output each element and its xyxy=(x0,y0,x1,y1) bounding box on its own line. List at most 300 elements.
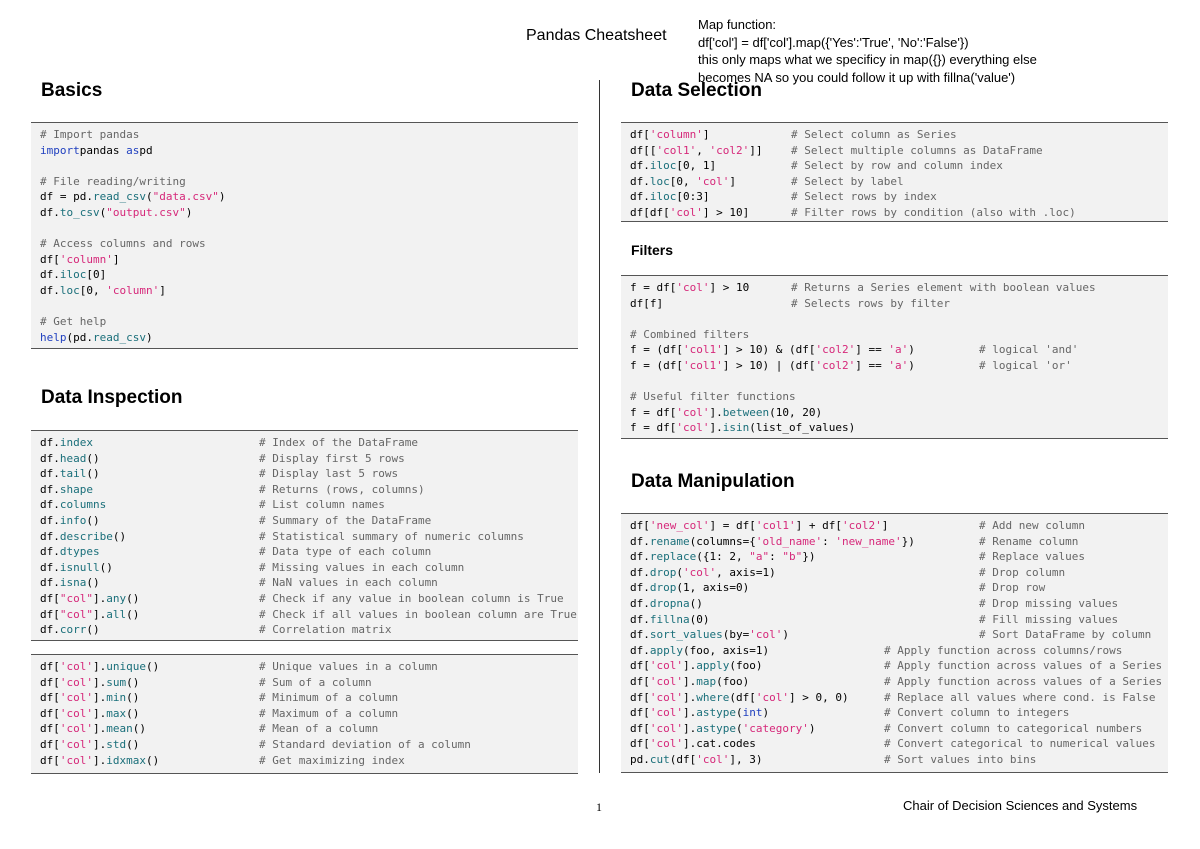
code-comment: # Convert column to categorical numbers xyxy=(884,721,1143,735)
code-token: f = df[ xyxy=(630,421,677,435)
code-token: iloc xyxy=(649,159,677,173)
code-token: "col" xyxy=(59,607,93,621)
code-comment: # Minimum of a column xyxy=(259,691,399,705)
code-token: 'col2' xyxy=(815,343,856,357)
code-text xyxy=(630,736,756,752)
code-line xyxy=(630,565,1168,581)
code-token: (foo, axis=1) xyxy=(683,643,770,657)
code-comment: # Import pandas xyxy=(40,128,140,141)
code-comment: # Summary of the DataFrame xyxy=(259,513,432,527)
code-token: 'col' xyxy=(676,281,710,294)
code-token: 'col' xyxy=(649,690,683,704)
code-token: ) xyxy=(908,343,915,357)
code-token: 'column' xyxy=(649,128,703,141)
code-token: min xyxy=(106,691,127,705)
code-token: df. xyxy=(630,596,650,610)
code-token: ) xyxy=(782,628,789,642)
code-token: df[ xyxy=(630,690,650,704)
code-text xyxy=(40,189,225,205)
code-token: df. xyxy=(630,159,650,173)
code-token: 'col' xyxy=(696,752,730,766)
code-line xyxy=(630,518,1168,534)
code-line xyxy=(630,612,1168,628)
code-comment: # Returns a Series element with boolean values xyxy=(791,281,1096,294)
code-line xyxy=(630,358,1168,374)
code-token: dtypes xyxy=(59,545,100,559)
code-token: ] > 0, 0) xyxy=(789,690,849,704)
code-token: apply xyxy=(649,643,683,657)
code-token: where xyxy=(696,690,730,704)
code-token: (by= xyxy=(722,628,750,642)
code-line xyxy=(630,736,1168,752)
column-divider xyxy=(599,80,600,773)
code-token: () xyxy=(86,513,100,527)
code-line xyxy=(40,451,578,467)
code-token: "data.csv" xyxy=(152,190,219,204)
code-line xyxy=(40,675,578,691)
code-token: ]. xyxy=(93,722,107,736)
code-comment: # Returns (rows, columns) xyxy=(259,482,425,496)
code-token: astype xyxy=(696,721,736,735)
code-token: isnull xyxy=(59,560,100,574)
code-text xyxy=(40,607,139,623)
code-line xyxy=(40,560,578,576)
code-token: 'col2' xyxy=(841,519,882,532)
code-text xyxy=(40,330,153,346)
code-line xyxy=(630,721,1168,737)
code-line xyxy=(630,549,1168,565)
code-token: () xyxy=(126,737,140,751)
code-token: 'column' xyxy=(59,252,113,266)
code-token: ]. xyxy=(93,591,107,605)
code-token: 'old_name' xyxy=(755,534,823,548)
code-token: ] > 10) | (df[ xyxy=(722,358,816,372)
code-token: read_csv xyxy=(93,330,146,344)
code-token: import xyxy=(40,143,80,157)
basics-code-block xyxy=(31,122,578,349)
code-token: () xyxy=(126,591,140,605)
code-token: () xyxy=(112,529,127,543)
code-token: ] xyxy=(112,252,120,266)
code-token: df. xyxy=(630,190,650,204)
code-token: to_csv xyxy=(59,205,100,219)
inspection-code-block xyxy=(31,430,578,641)
code-comment: # Check if all values in boolean column are True xyxy=(259,607,577,621)
code-text xyxy=(40,143,153,159)
code-token: 'new_col' xyxy=(649,519,710,532)
code-token: ) xyxy=(808,721,816,735)
code-token: () xyxy=(689,596,703,610)
code-line xyxy=(630,342,1168,358)
code-line xyxy=(630,674,1168,690)
code-token: [0] xyxy=(86,268,107,282)
code-comment: # Add new column xyxy=(979,519,1085,532)
code-token: df. xyxy=(630,612,650,626)
map-function-note xyxy=(698,16,1037,86)
code-token: 'column' xyxy=(106,283,160,297)
code-token: f = df[ xyxy=(630,405,677,419)
code-token: ]. xyxy=(93,691,107,705)
code-line xyxy=(630,174,1168,190)
code-line xyxy=(630,580,1168,596)
code-token: ], 3) xyxy=(729,752,763,766)
code-token: 'col' xyxy=(676,421,710,435)
code-line xyxy=(40,721,578,737)
code-token: iloc xyxy=(59,268,87,282)
code-text xyxy=(40,482,93,498)
code-token: ( xyxy=(145,190,153,204)
code-comment: # Replace all values where cond. is False xyxy=(884,690,1156,704)
code-comment: # Apply function across columns/rows xyxy=(884,643,1123,657)
code-text xyxy=(40,497,106,513)
code-text xyxy=(630,534,915,550)
data-selection-heading: Data Selection xyxy=(631,80,762,101)
code-token: 'new_name' xyxy=(835,534,902,548)
code-text xyxy=(630,342,915,358)
code-token: ]. xyxy=(93,706,107,720)
code-token: max xyxy=(106,706,127,720)
code-token: ( xyxy=(99,205,107,219)
code-token: columns xyxy=(59,498,107,512)
code-token: idxmax xyxy=(106,753,146,767)
code-comment: # Drop column xyxy=(979,565,1066,579)
code-comment: # Drop missing values xyxy=(979,596,1119,610)
code-text xyxy=(40,283,166,299)
code-text xyxy=(630,158,716,174)
code-token: ] xyxy=(729,174,736,188)
code-comment: # logical 'and' xyxy=(979,343,1079,357)
code-comment: # Data type of each column xyxy=(259,545,432,559)
footer-org: Chair of Decision Sciences and Systems xyxy=(903,798,1138,813)
code-token: tail xyxy=(59,467,87,481)
data-manipulation-heading: Data Manipulation xyxy=(631,471,795,492)
code-token: ] > 10) & (df[ xyxy=(722,343,816,357)
code-text xyxy=(630,690,849,706)
code-token: () xyxy=(86,623,100,637)
code-token: (pd. xyxy=(66,330,93,344)
code-text xyxy=(630,549,815,565)
code-comment: # Convert categorical to numerical values xyxy=(884,737,1156,751)
code-token: df[ xyxy=(630,737,650,751)
code-token: ] > 10] xyxy=(702,205,750,219)
code-text xyxy=(40,753,159,769)
code-line xyxy=(40,435,578,451)
code-token: pd xyxy=(139,143,153,157)
code-token: shape xyxy=(59,482,93,496)
code-comment: # Select by row and column index xyxy=(791,159,1003,173)
code-line xyxy=(40,529,578,545)
filters-heading: Filters xyxy=(631,242,674,258)
code-line xyxy=(630,752,1168,768)
code-comment: # Get help xyxy=(40,315,107,329)
code-token: 'col' xyxy=(59,660,93,673)
code-token: 'col1' xyxy=(656,143,697,157)
code-comment: # List column names xyxy=(259,498,385,512)
code-line xyxy=(40,221,578,237)
code-token: 'col1' xyxy=(755,519,796,532)
code-line xyxy=(40,252,578,268)
code-line xyxy=(630,658,1168,674)
code-token: 'col' xyxy=(59,675,93,689)
data-inspection-heading: Data Inspection xyxy=(41,387,183,408)
code-token: 'col' xyxy=(59,691,93,705)
code-token: 'col' xyxy=(649,706,683,720)
code-line xyxy=(40,622,578,638)
code-comment: # Useful filter functions xyxy=(630,390,796,404)
code-text xyxy=(630,674,749,690)
code-comment: # Select by label xyxy=(791,174,904,188)
code-token: 'col' xyxy=(683,565,717,579)
code-comment: # Drop row xyxy=(979,581,1046,595)
code-comment: # Fill missing values xyxy=(979,612,1119,626)
code-line xyxy=(630,705,1168,721)
code-text xyxy=(630,658,763,674)
code-token: [0, xyxy=(79,283,107,297)
code-text xyxy=(40,659,159,675)
code-text xyxy=(40,737,139,753)
code-comment: # Apply function across values of a Series xyxy=(884,659,1163,673)
code-token: 'col' xyxy=(649,659,683,673)
code-token: (columns={ xyxy=(689,534,756,548)
code-token: df. xyxy=(40,576,60,590)
code-token: [0, xyxy=(669,174,697,188)
code-comment: # Missing values in each column xyxy=(259,560,465,574)
code-text xyxy=(40,205,192,221)
code-token: df[ xyxy=(630,519,650,532)
code-token: () xyxy=(86,467,100,481)
code-comment: # Correlation matrix xyxy=(259,623,392,637)
code-token: index xyxy=(59,436,93,449)
code-line xyxy=(630,405,1168,421)
code-token: 'col2' xyxy=(815,358,856,372)
code-token: int xyxy=(742,706,763,720)
code-text xyxy=(40,529,126,545)
code-token: 'col' xyxy=(669,205,703,219)
page-number: 1 xyxy=(596,800,602,814)
code-token: (df[ xyxy=(729,690,756,704)
code-line xyxy=(40,314,578,330)
code-token: df. xyxy=(40,623,60,637)
code-token: ) xyxy=(218,190,226,204)
code-token: ( xyxy=(736,721,743,735)
code-text xyxy=(630,580,749,596)
code-text xyxy=(40,721,146,737)
code-token: drop xyxy=(649,565,677,579)
code-comment: # Convert column to integers xyxy=(884,706,1070,720)
code-token: ] = df[ xyxy=(709,519,756,532)
code-token: , xyxy=(696,143,710,157)
code-comment: # File reading/writing xyxy=(40,174,186,188)
code-token: apply xyxy=(696,659,730,673)
code-token: df[ xyxy=(40,722,60,736)
code-token: df[ xyxy=(630,721,650,735)
code-line xyxy=(40,575,578,591)
code-line xyxy=(630,280,1168,296)
code-line xyxy=(630,327,1168,343)
code-line xyxy=(40,267,578,283)
code-token: mean xyxy=(106,722,133,736)
code-token: df[ xyxy=(40,737,60,751)
basics-heading: Basics xyxy=(41,80,103,101)
code-token: ] xyxy=(881,519,889,532)
code-text xyxy=(40,267,106,283)
code-text xyxy=(40,560,113,576)
code-token: df. xyxy=(630,174,650,188)
code-token: ]. xyxy=(683,690,697,704)
code-line xyxy=(40,205,578,221)
code-token: df[ xyxy=(40,591,60,605)
code-line xyxy=(630,420,1168,436)
code-token: "a" xyxy=(749,550,770,564)
code-token: ( xyxy=(676,565,683,579)
selection-code-block xyxy=(621,122,1168,222)
code-text xyxy=(40,466,100,482)
code-token: f = df[ xyxy=(630,281,677,294)
code-comment: # Select rows by index xyxy=(791,190,937,204)
code-token: corr xyxy=(59,623,87,637)
code-line xyxy=(40,706,578,722)
code-token: fillna xyxy=(649,612,690,626)
code-token: ] > 10 xyxy=(709,281,750,294)
code-token: 'col' xyxy=(59,706,93,720)
code-token: df[ xyxy=(630,659,650,673)
code-comment: # Selects rows by filter xyxy=(791,296,950,310)
code-token: () xyxy=(86,451,100,465)
code-comment: # Select column as Series xyxy=(791,128,957,141)
code-line xyxy=(630,534,1168,550)
code-text xyxy=(630,143,763,159)
code-line xyxy=(630,189,1168,205)
code-text xyxy=(40,252,119,268)
code-text xyxy=(40,675,139,691)
code-text xyxy=(40,513,100,529)
code-token: ) xyxy=(185,205,193,219)
code-token: 'col1' xyxy=(682,358,723,372)
code-line xyxy=(40,174,578,190)
code-line xyxy=(630,374,1168,390)
code-line xyxy=(40,482,578,498)
code-line xyxy=(40,466,578,482)
code-token: 'a' xyxy=(888,343,909,357)
code-token: () xyxy=(126,675,140,689)
code-token: (foo) xyxy=(716,674,750,688)
code-token: dropna xyxy=(649,596,690,610)
code-token: ]. xyxy=(683,674,697,688)
code-token: (0) xyxy=(689,612,710,626)
code-line xyxy=(40,513,578,529)
code-token: iloc xyxy=(649,190,677,204)
code-line xyxy=(630,389,1168,405)
code-text xyxy=(630,420,855,436)
code-text xyxy=(630,127,709,143)
code-token: () xyxy=(86,576,100,590)
code-text xyxy=(630,296,663,312)
code-token: ]. xyxy=(709,405,723,419)
code-token: df. xyxy=(40,283,60,297)
code-token: ]. xyxy=(683,659,697,673)
code-token: ] == xyxy=(855,343,889,357)
code-line xyxy=(630,627,1168,643)
code-token: df[ xyxy=(40,252,60,266)
code-text xyxy=(630,705,769,721)
code-token: all xyxy=(106,607,127,621)
code-token: ) xyxy=(762,706,770,720)
code-token: df[ xyxy=(40,660,60,673)
code-token: "col" xyxy=(59,591,93,605)
code-comment: # Rename column xyxy=(979,534,1079,548)
code-token: df. xyxy=(40,268,60,282)
code-line xyxy=(40,591,578,607)
code-text xyxy=(40,706,139,722)
code-token: df. xyxy=(40,205,60,219)
code-token: drop xyxy=(649,581,677,595)
code-token: (foo) xyxy=(729,659,763,673)
code-comment: # Maximum of a column xyxy=(259,706,399,720)
code-token: df[[ xyxy=(630,143,657,157)
code-token: df. xyxy=(630,628,650,642)
code-token: isin xyxy=(722,421,750,435)
code-text xyxy=(630,565,776,581)
code-text xyxy=(630,174,736,190)
code-token: read_csv xyxy=(92,190,146,204)
code-token: df. xyxy=(630,534,650,548)
code-token: cut xyxy=(649,752,670,766)
code-text xyxy=(40,451,100,467)
code-token: ]. xyxy=(93,660,107,673)
code-token: ({1: 2, xyxy=(696,550,750,564)
code-token: () xyxy=(126,607,140,621)
code-token: 'col' xyxy=(649,721,683,735)
code-token: sum xyxy=(106,675,127,689)
code-text xyxy=(40,435,93,451)
code-token: 'col1' xyxy=(682,343,723,357)
code-text xyxy=(40,622,100,638)
code-token: pd. xyxy=(630,752,650,766)
code-text xyxy=(630,752,763,768)
code-token: 'col' xyxy=(649,737,683,751)
code-text xyxy=(630,358,915,374)
code-comment: # Mean of a column xyxy=(259,722,379,736)
code-comment: # Get maximizing index xyxy=(259,753,405,767)
code-comment: # Apply function across values of a Series xyxy=(884,674,1163,688)
code-token: ]. xyxy=(93,607,107,621)
code-token: info xyxy=(59,513,87,527)
code-token: (1, axis=0) xyxy=(676,581,750,595)
code-token: ] == xyxy=(855,358,889,372)
code-token: (10, 20) xyxy=(769,405,823,419)
code-token: df[ xyxy=(40,691,60,705)
code-token: between xyxy=(722,405,770,419)
code-token: () xyxy=(132,722,146,736)
code-text xyxy=(630,205,749,221)
code-text xyxy=(630,405,822,421)
code-token: 'a' xyxy=(888,358,909,372)
code-line xyxy=(630,596,1168,612)
code-comment: # Combined filters xyxy=(630,327,750,341)
code-text xyxy=(630,518,888,534)
code-token: help xyxy=(40,330,67,344)
code-token: ]. xyxy=(93,675,107,689)
code-text xyxy=(630,596,703,612)
code-text xyxy=(630,627,789,643)
code-token: 'col2' xyxy=(709,143,750,157)
code-line xyxy=(40,127,578,143)
code-comment: # logical 'or' xyxy=(979,358,1072,372)
code-token: df[ xyxy=(40,675,60,689)
code-token: 'col' xyxy=(676,405,710,419)
column-stats-code-block xyxy=(31,654,578,774)
code-token: map xyxy=(696,674,717,688)
